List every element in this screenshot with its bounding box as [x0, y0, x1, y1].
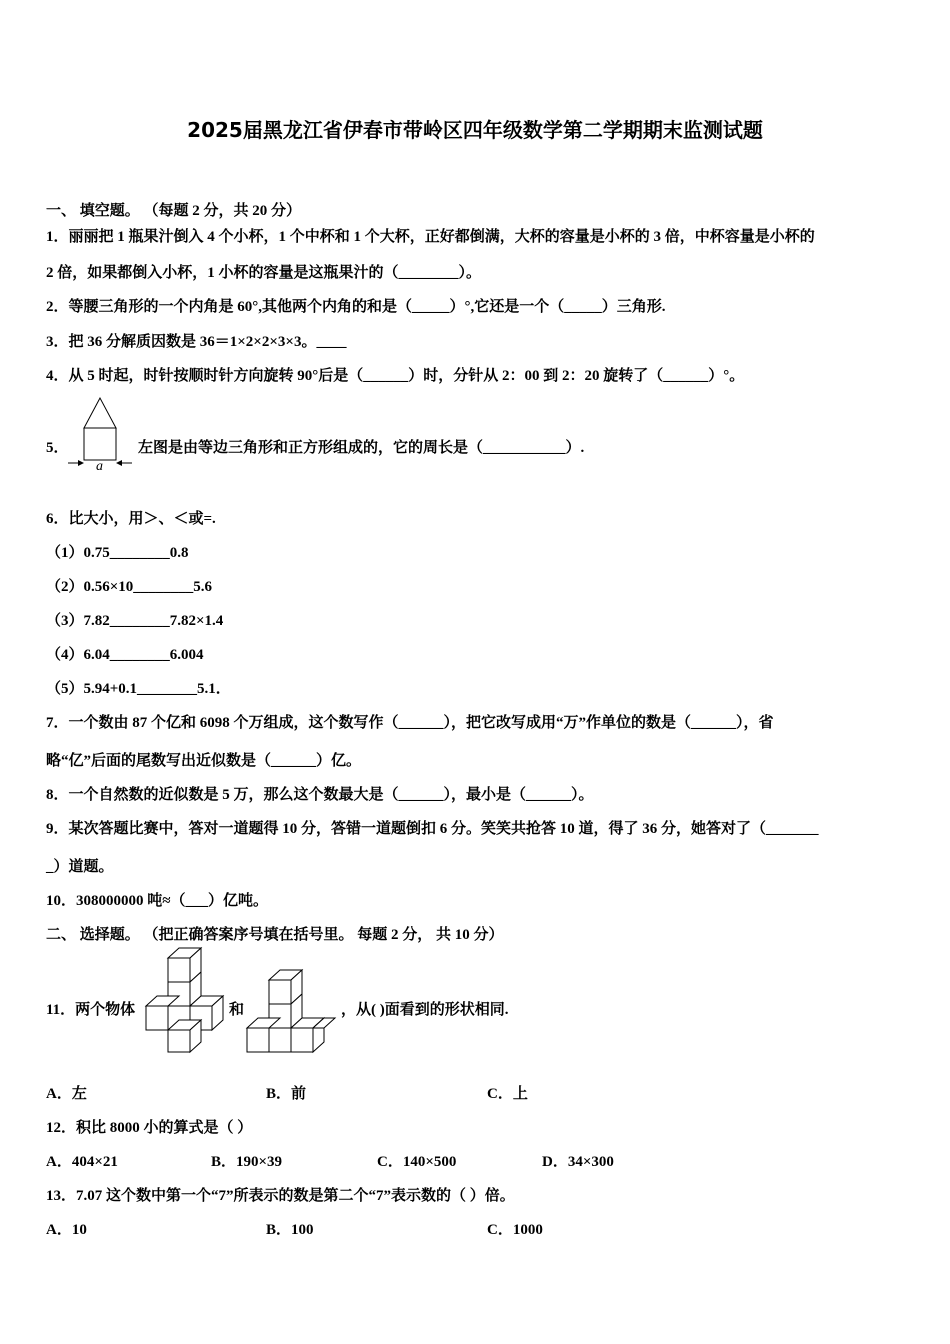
option-c[interactable]: C．140×500 [377, 1154, 457, 1170]
question-11-middle: 和 [229, 1002, 245, 1018]
question-11-suffix: ，从( )面看到的形状相同. [341, 1002, 509, 1018]
side-label: a [96, 459, 103, 472]
question-1-line-1: 1．丽丽把 1 瓶果汁倒入 4 个小杯，1 个中杯和 1 个大杯，正好都倒满，大杯的容量是小杯的 3 倍，中杯容量是小杯的 [46, 229, 815, 245]
question-5: 左图是由等边三角形和正方形组成的，它的周长是（___________）. [138, 440, 585, 456]
question-6-item: （5）5.94+0.1________5.1． [46, 681, 231, 697]
question-7-line-2: 略“亿”后面的尾数写出近似数是（______）亿。 [46, 753, 362, 769]
option-a[interactable]: A．左 [46, 1086, 87, 1102]
cube-figure-1 [143, 944, 235, 1054]
question-6-item: （3）7.82________7.82×1.4 [46, 613, 224, 629]
question-4: 4．从 5 时起，时针按顺时针方向旋转 90°后是（______）时，分针从 2：00 到 2：20 旋转了（______）°。 [46, 368, 745, 384]
question-6: 6．比大小，用＞、＜或=. [46, 511, 216, 527]
option-c[interactable]: C．1000 [487, 1222, 543, 1238]
question-8: 8．一个自然数的近似数是 5 万，那么这个数最大是（______），最小是（______）。 [46, 787, 594, 803]
option-a[interactable]: A．10 [46, 1222, 87, 1238]
question-5-number: 5． [46, 440, 69, 456]
option-c[interactable]: C．上 [487, 1086, 528, 1102]
cube-figure-2 [243, 966, 343, 1054]
option-b[interactable]: B．100 [266, 1222, 314, 1238]
question-11-prefix: 11．两个物体 [46, 1002, 136, 1018]
question-9-line-1: 9．某次答题比赛中，答对一道题得 10 分，答错一道题倒扣 6 分。笑笑共抢答 10 道，得了 36 分，她答对了（_______ [46, 821, 819, 837]
option-a[interactable]: A．404×21 [46, 1154, 118, 1170]
question-7-line-1: 7．一个数由 87 个亿和 6098 个万组成，这个数写作（______），把它改写成用“万”作单位的数是（______），省 [46, 715, 774, 731]
question-10: 10．308000000 吨≈（___）亿吨。 [46, 893, 268, 909]
section-fill-blank-heading: 一、 填空题。 （每题 2 分，共 20 分） [46, 203, 302, 219]
question-9-line-2: _）道题。 [46, 859, 114, 875]
section-choice-heading: 二、 选择题。 （把正确答案序号填在括号里。 每题 2 分， 共 10 分） [46, 927, 504, 943]
question-13: 13．7.07 这个数中第一个“7”所表示的数是第二个“7”表示数的（ ）倍。 [46, 1188, 515, 1204]
question-6-item: （4）6.04________6.004 [46, 647, 204, 663]
question-6-item: （1）0.75________0.8 [46, 545, 189, 561]
question-12: 12．积比 8000 小的算式是（ ） [46, 1120, 253, 1136]
option-d[interactable]: D．34×300 [542, 1154, 614, 1170]
question-2: 2．等腰三角形的一个内角是 60°,其他两个内角的和是（_____）°,它还是一个（_____）三角形. [46, 299, 666, 315]
question-3: 3．把 36 分解质因数是 36＝1×2×2×3×3。____ [46, 334, 347, 350]
question-6-item: （2）0.56×10________5.6 [46, 579, 213, 595]
triangle-square-figure [66, 396, 136, 472]
option-b[interactable]: B．190×39 [211, 1154, 283, 1170]
option-b[interactable]: B．前 [266, 1086, 307, 1102]
page-title: 2025届黑龙江省伊春市带岭区四年级数学第二学期期末监测试题 [187, 118, 763, 142]
question-1-line-2: 2 倍，如果都倒入小杯，1 小杯的容量是这瓶果汁的（________）。 [46, 265, 482, 281]
